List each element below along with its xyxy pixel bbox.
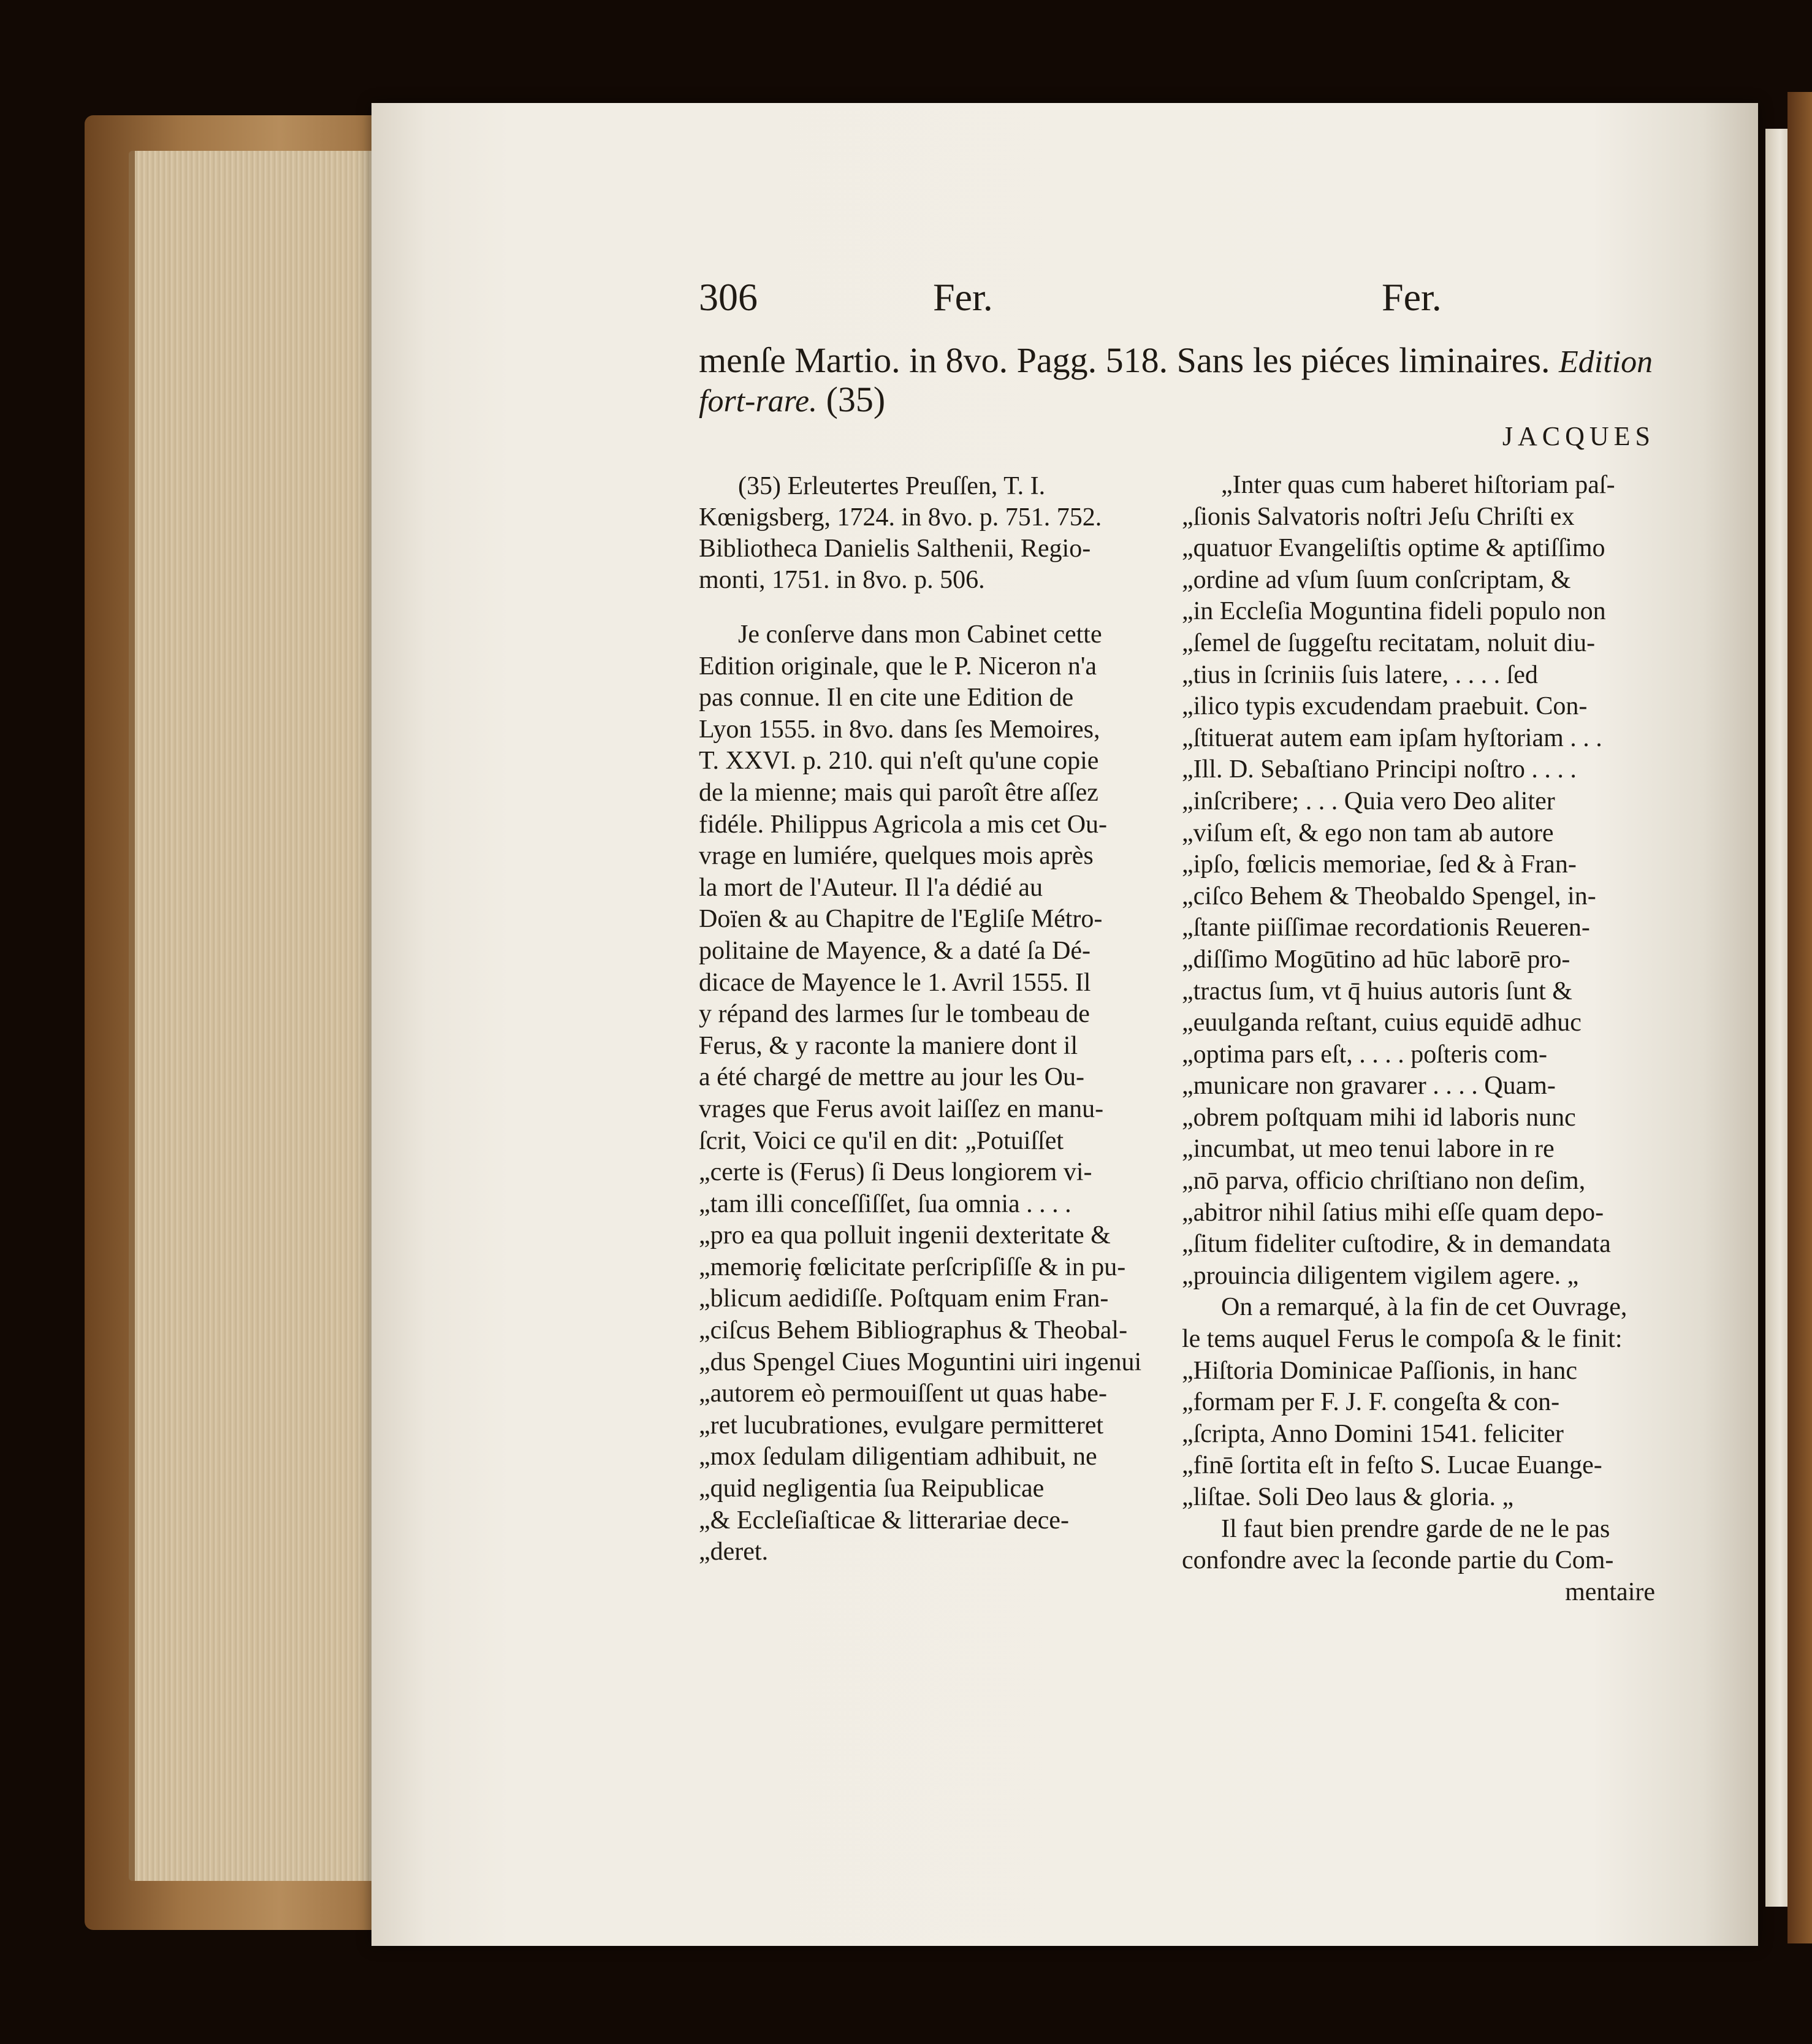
- text-line: „incumbat, ut meo tenui labore in re: [1182, 1135, 1555, 1164]
- text-line: „optima pars eſt, . . . . poſteris com-: [1182, 1040, 1548, 1069]
- text-line: „mox ſedulam diligentiam adhibuit, ne: [699, 1443, 1097, 1471]
- text-line: le tems auquel Ferus le compoſa & le finit:: [1182, 1325, 1623, 1354]
- section-heading: JACQUES: [1502, 421, 1655, 451]
- text-line: de la mienne; mais qui paroît être aſſez: [699, 778, 1098, 807]
- text-line: „quid negligentia ſua Reipublicae: [699, 1474, 1045, 1503]
- text-line: On a remarqué, à la fin de cet Ouvrage,: [1221, 1293, 1627, 1322]
- text-line: dicace de Mayence le 1. Avril 1555. Il: [699, 968, 1091, 997]
- text-line: „tius in ſcriniis ſuis latere, . . . . ſed: [1182, 660, 1538, 689]
- footnote: [699, 471, 1160, 596]
- text-line: „tam illi conceſſiſſet, ſua omnia . . . .: [699, 1189, 1072, 1218]
- text-line: „Hiſtoria Dominicae Paſſionis, in hanc: [1182, 1356, 1578, 1385]
- text-line: Ferus, & y raconte la maniere dont il: [699, 1031, 1078, 1060]
- text-line: ſcrit, Voici ce qu'il en dit: „Potuiſſet: [699, 1126, 1064, 1155]
- text-line: „ipſo, fœlicis memoriae, ſed & à Fran-: [1182, 850, 1577, 879]
- footnote-line: (35) Erleutertes Preuſſen, T. I.: [738, 472, 1046, 500]
- footnote-line: Kœnigsberg, 1724. in 8vo. p. 751. 752.: [699, 503, 1102, 532]
- text-line: Il faut bien prendre garde de ne le pas: [1221, 1514, 1610, 1543]
- text-line: „abitror nihil ſatius mihi eſſe quam depo-: [1182, 1198, 1604, 1227]
- text-line: „ſtante piiſſimae recordationis Reueren-: [1182, 913, 1590, 942]
- text-line: „ilico typis excudendam praebuit. Con-: [1182, 692, 1588, 721]
- text-line: „ſcripta, Anno Domini 1541. feliciter: [1182, 1419, 1564, 1448]
- text-line: „prouincia diligentem vigilem agere. „: [1182, 1261, 1579, 1290]
- text-line: la mort de l'Auteur. Il l'a dédié au: [699, 873, 1043, 902]
- text-line: confondre avec la ſeconde partie du Com-: [1182, 1546, 1614, 1575]
- text-line: „blicum aedidiſſe. Poſtquam enim Fran-: [699, 1284, 1109, 1313]
- text-line: Edition originale, que le P. Niceron n'a: [699, 652, 1097, 681]
- text-line: „diſſimo Mogūtino ad hūc laborē pro-: [1182, 945, 1570, 974]
- text-line: „quatuor Evangeliſtis optime & aptiſſimo: [1182, 534, 1605, 563]
- text-line: „ciſco Behem & Theobaldo Spengel, in-: [1182, 882, 1596, 910]
- text-line: „autorem eò permouiſſent ut quas habe-: [699, 1379, 1107, 1408]
- text-line: „dus Spengel Ciues Moguntini uiri ingenui: [699, 1348, 1142, 1376]
- right-cover: [1787, 92, 1812, 1943]
- text-line: „euulganda reſtant, cuius equidē adhuc: [1182, 1009, 1582, 1037]
- text-line: Lyon 1555. in 8vo. dans ſes Memoires,: [699, 715, 1100, 744]
- text-line: „pro ea qua polluit ingenii dexteritate &: [699, 1221, 1111, 1250]
- text-line: „certe is (Ferus) ſi Deus longiorem vi-: [699, 1158, 1092, 1187]
- text-line: Doïen & au Chapitre de l'Egliſe Métro-: [699, 905, 1103, 934]
- left-column: [699, 471, 1160, 1568]
- text-line: „ſionis Salvatoris noſtri Jeſu Chriſti ex: [1182, 502, 1575, 531]
- right-column: [1182, 470, 1655, 1608]
- text-line: „& Eccleſiaſticae & litterariae dece-: [699, 1506, 1069, 1535]
- text-line: „viſum eſt, & ego non tam ab autore: [1182, 818, 1554, 847]
- left-body: [699, 619, 1160, 1568]
- text-line: vrage en lumiére, quelques mois après: [699, 842, 1094, 871]
- text-line: T. XXVI. p. 210. qui n'eſt qu'une copie: [699, 747, 1099, 776]
- note-reference: (35): [826, 379, 886, 419]
- text-line: „ſitum fideliter cuſtodire, & in demandata: [1182, 1230, 1611, 1259]
- catchword: mentaire: [1565, 1577, 1655, 1606]
- text-line: „liſtae. Soli Deo laus & gloria. „: [1182, 1483, 1514, 1511]
- text-line: „ſemel de ſuggeſtu recitatam, noluit diu-: [1182, 628, 1596, 657]
- text-line: „Inter quas cum haberet hiſtoriam paſ-: [1221, 471, 1615, 499]
- page-number: 306: [699, 275, 758, 319]
- running-head-right: Fer.: [1382, 275, 1442, 319]
- lead-line-main: menſe Martio. in 8vo. Pagg. 518. Sans les piéces liminaires.: [699, 340, 1550, 380]
- text-line: „ret lucubrationes, evulgare permitteret: [699, 1411, 1104, 1440]
- text-line: „formam per F. J. F. congeſta & con-: [1182, 1388, 1560, 1417]
- running-head-left: Fer.: [933, 275, 993, 319]
- text-line: „obrem poſtquam mihi id laboris nunc: [1182, 1103, 1576, 1132]
- text-line: pas connue. Il en cite une Edition de: [699, 684, 1074, 712]
- text-line: politaine de Mayence, & a daté ſa Dé-: [699, 936, 1091, 965]
- footnote-line: Bibliotheca Danielis Salthenii, Regio-: [699, 535, 1091, 563]
- text-line: „deret.: [699, 1538, 769, 1566]
- page-block-edges: [129, 151, 380, 1881]
- footnote-line: monti, 1751. in 8vo. p. 506.: [699, 566, 985, 594]
- text-line: Je conſerve dans mon Cabinet cette: [738, 620, 1102, 649]
- lead-line-italic: Edition: [1559, 345, 1653, 379]
- lead-line-2: [699, 379, 885, 420]
- fort-rare: fort-rare.: [699, 384, 818, 419]
- text-line: „memoriȩ fœlicitate perſcripſiſſe & in pu-: [699, 1253, 1126, 1281]
- text-line: fidéle. Philippus Agricola a mis cet Ou-: [699, 810, 1108, 839]
- lead-line: [699, 340, 1653, 381]
- text-line: „municare non gravarer . . . . Quam-: [1182, 1072, 1556, 1100]
- text-line: „nō parva, officio chriſtiano non deſim,: [1182, 1167, 1586, 1196]
- text-line: y répand des larmes ſur le tombeau de: [699, 1000, 1090, 1029]
- text-line: a été chargé de mettre au jour les Ou-: [699, 1063, 1084, 1092]
- text-line: „in Eccleſia Moguntina fideli populo non: [1182, 597, 1606, 626]
- text-line: „finē ſortita eſt in feſto S. Lucae Euange-: [1182, 1451, 1602, 1480]
- text-line: „ciſcus Behem Bibliographus & Theobal-: [699, 1316, 1128, 1345]
- text-line: „tractus ſum, vt q̄ huius autoris ſunt &: [1182, 977, 1572, 1005]
- text-line: „ordine ad vſum ſuum conſcriptam, &: [1182, 565, 1571, 594]
- text-line: „ſtituerat autem eam ipſam hyſtoriam . . .: [1182, 723, 1602, 752]
- text-line: „inſcribere; . . . Quia vero Deo aliter: [1182, 787, 1555, 815]
- text-line: „Ill. D. Sebaſtiano Principi noſtro . . . .: [1182, 755, 1577, 784]
- text-line: vrages que Ferus avoit laiſſez en manu-: [699, 1094, 1104, 1123]
